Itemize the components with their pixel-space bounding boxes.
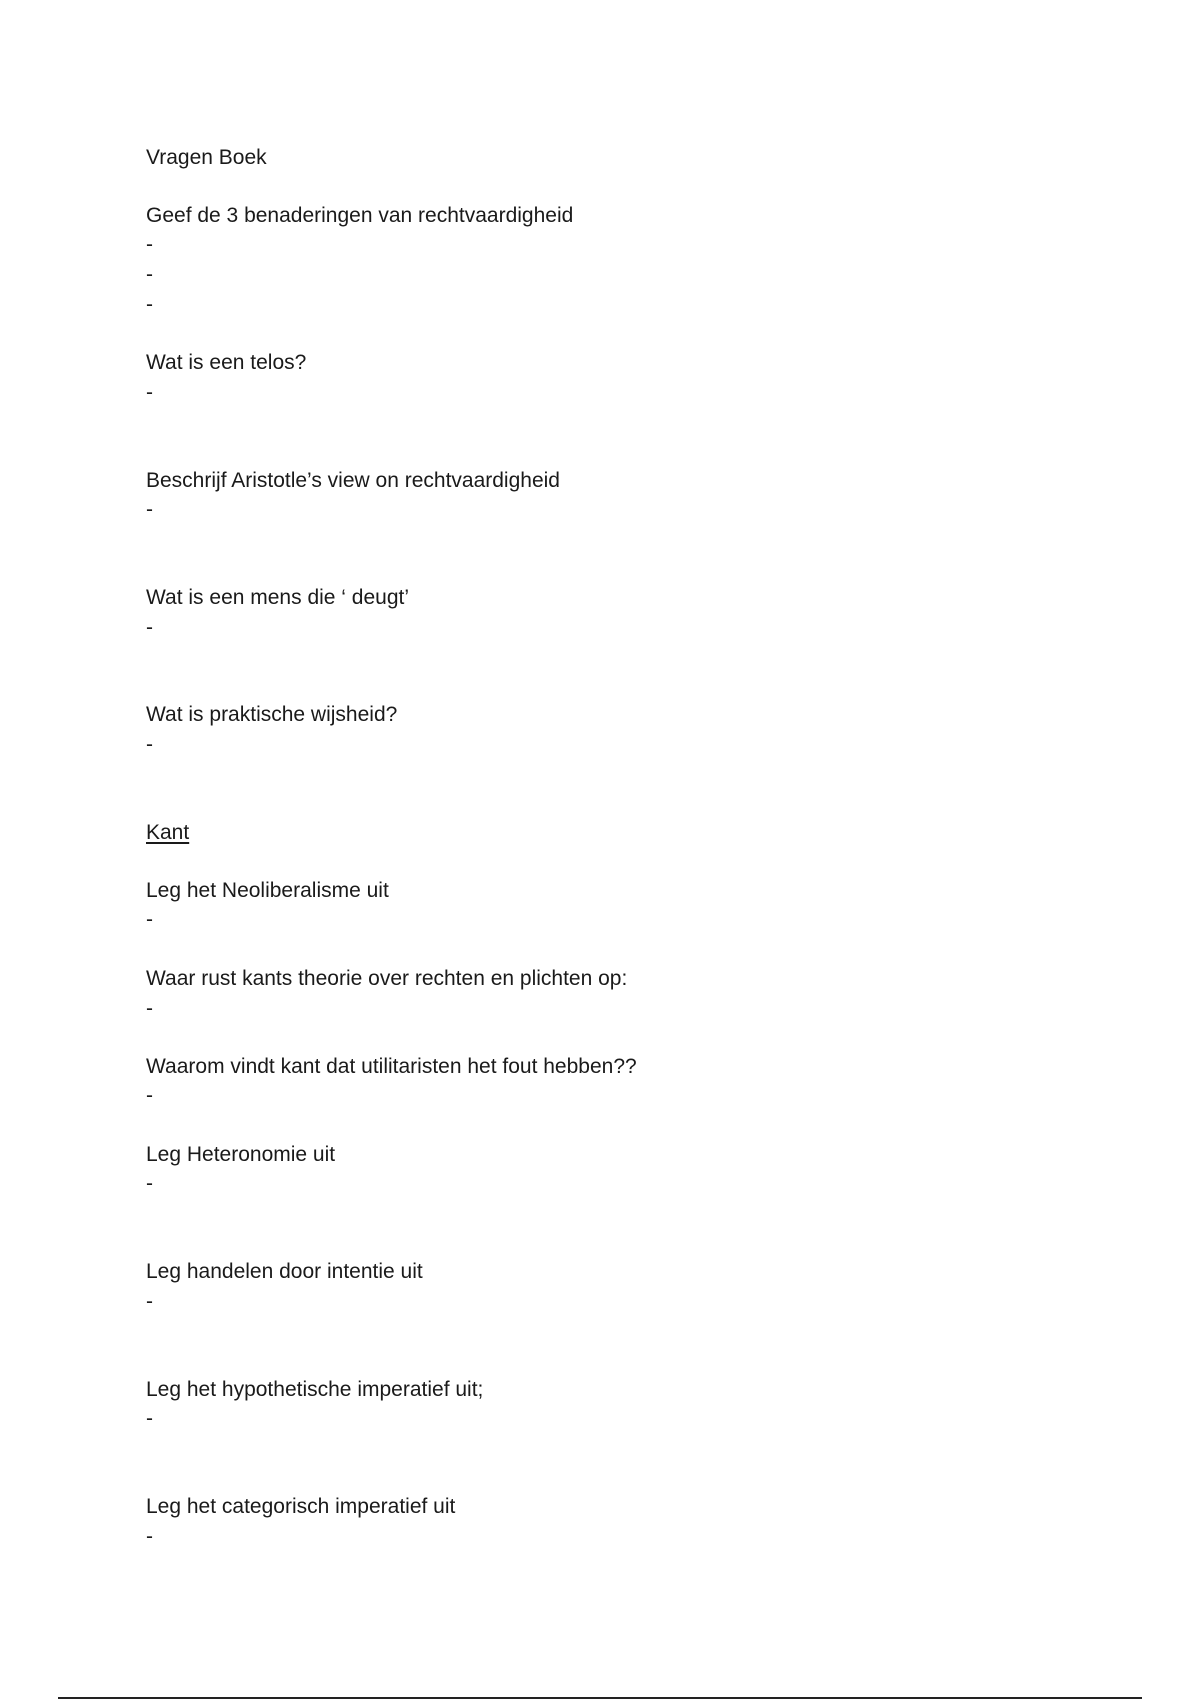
question-neoliberalisme: Leg het Neoliberalisme uit bbox=[146, 879, 389, 902]
question-hypothetische-imperatief: Leg het hypothetische imperatief uit; bbox=[146, 1378, 484, 1401]
answer-dash: - bbox=[146, 908, 153, 931]
answer-dash: - bbox=[146, 733, 153, 756]
answer-dash: - bbox=[146, 1407, 153, 1430]
answer-dash: - bbox=[146, 1172, 153, 1195]
question-aristotle: Beschrijf Aristotle’s view on rechtvaardigheid bbox=[146, 469, 560, 492]
answer-dash: - bbox=[146, 498, 153, 521]
answer-dash: - bbox=[146, 997, 153, 1020]
answer-dash: - bbox=[146, 1525, 153, 1548]
answer-dash: - bbox=[146, 1290, 153, 1313]
answer-dash: - bbox=[146, 293, 153, 316]
answer-dash: - bbox=[146, 1084, 153, 1107]
question-heteronomie: Leg Heteronomie uit bbox=[146, 1143, 336, 1166]
question-benaderingen: Geef de 3 benaderingen van rechtvaardigheid bbox=[146, 204, 574, 227]
question-deugt: Wat is een mens die ‘ deugt’ bbox=[146, 586, 410, 609]
question-praktische-wijsheid: Wat is praktische wijsheid? bbox=[146, 703, 398, 726]
question-telos: Wat is een telos? bbox=[146, 351, 307, 374]
answer-dash: - bbox=[146, 616, 153, 639]
section-heading-kant: Kant bbox=[146, 821, 190, 844]
footer-divider bbox=[58, 1697, 1142, 1699]
question-categorisch-imperatief: Leg het categorisch imperatief uit bbox=[146, 1495, 456, 1518]
question-rechten-plichten: Waar rust kants theorie over rechten en plichten op: bbox=[146, 967, 628, 990]
answer-dash: - bbox=[146, 263, 153, 286]
answer-dash: - bbox=[146, 233, 153, 256]
document-title: Vragen Boek bbox=[146, 146, 267, 169]
question-utilitaristen: Waarom vindt kant dat utilitaristen het fout hebben?? bbox=[146, 1055, 637, 1078]
answer-dash: - bbox=[146, 381, 153, 404]
question-intentie: Leg handelen door intentie uit bbox=[146, 1260, 423, 1283]
